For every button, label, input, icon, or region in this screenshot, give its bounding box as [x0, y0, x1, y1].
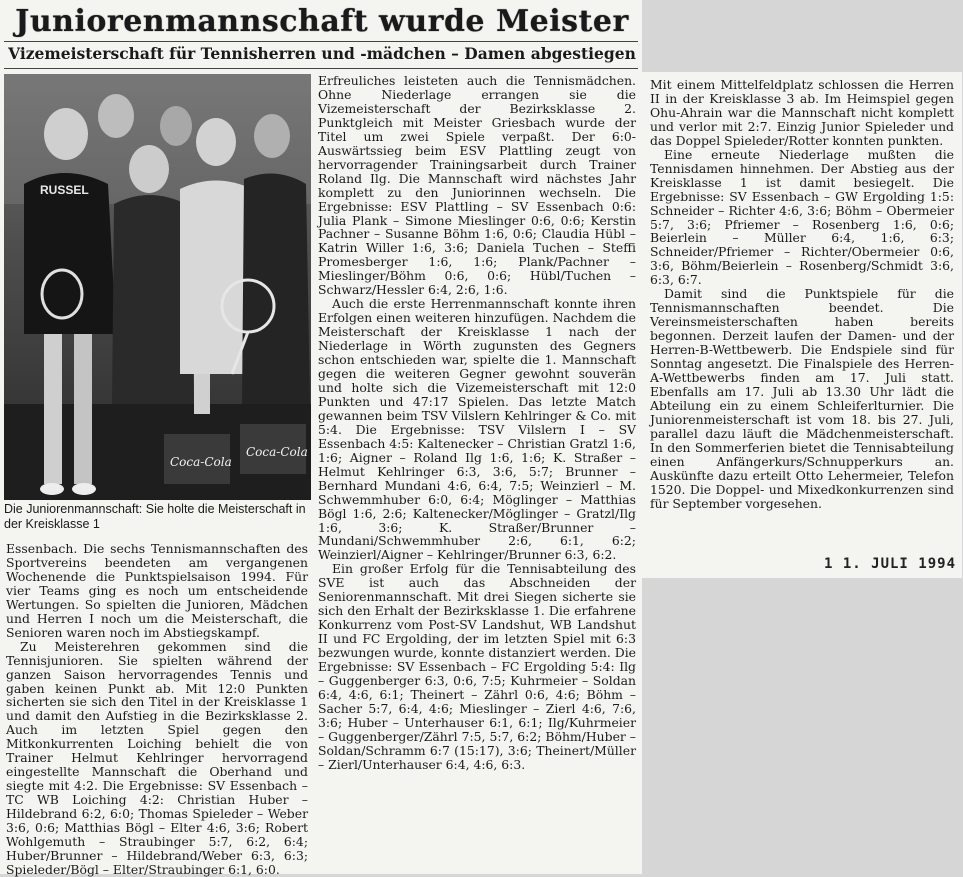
- paragraph: Zu Meisterehren gekommen sind die Tennisjunioren. Sie spielten während der ganzen Saison hervorragendes Tennis und gaben keinen Punkt ab. Mit 12:0 Punkten sicherten sie sich den Titel in der Kreisklasse 1 und damit den Aufstieg in die Bezirksklasse 2. Auch im letzten Spiel gegen den Mitkonkurrenten Loiching behielt die von Trainer Helmut Kehlringer hervorragend eingestellte Mannschaft die Oberhand und siegte mit 4:2. Die Ergebnisse: SV Essenbach – TC WB Loiching 4:2: Christian Huber – Hildebrand 6:2, 6:0; Thomas Spieleder – Weber 3:6, 0:6; Matthias Bögl – Elter 4:6, 3:6; Robert Wohlgemuth – Straubinger 5:7, 6:2, 6:4; Huber/Brunner – Hildebrand/Weber 6:3, 6:3; Spieleder/Bögl – Elter/Straubinger 6:1, 6:0.: [6, 638, 308, 877]
- paragraph: Mit einem Mittelfeldplatz schlossen die Herren II in der Kreisklasse 3 ab. Im Heimspiel gegen Ohu-Ahrain war die Mannschaft nicht komplett und verlor mit 2:7. Einzig Junior Spieleder und das Doppel Spieleder/Rotter konnten punkten.: [650, 77, 954, 148]
- article-column-1: [6, 542, 308, 877]
- shirt-text: RUSSEL: [40, 183, 89, 197]
- cola-sign-left: Coca-Cola: [170, 455, 232, 469]
- photo-caption: Die Juniorenmannschaft: Sie holte die Meisterschaft in der Kreisklasse 1: [4, 502, 306, 531]
- team-photo: [4, 74, 311, 500]
- paragraph: Auch die erste Herrenmannschaft konnte ihren Erfolgen einen weiteren hinzufügen. Nachdem die Meisterschaft der Kreisklasse 1 nach der Niederlage in Wörth zugunsten des Gegners schon entschieden war, spielte die 1. Mannschaft gegen die weiteren Gegner gewohnt souverän und holte sich die Vizemeisterschaft mit 12:0 Punkten und 47:17 Spielen. Das letzte Match gewannen beim TSV Vilslern Kehlringer & Co. mit 5:4. Die Ergebnisse: TSV Vilslern I – SV Essenbach 4:5: Kaltenecker – Christian Gratzl 1:6, 1:6; Aigner – Roland Ilg 1:6, 1:6; K. Straßer – Helmut Kehlringer 6:3, 3:6, 5:7; Brunner – Bernhard Mundani 4:6, 6:4, 7:5; Weinzierl – M. Schwemmhuber 6:0, 6:4; Möglinger – Matthias Bögl 1:6, 2:6; Kaltenecker/Möglinger – Gratzl/Ilg 1:6, 3:6; K. Straßer/Brunner – Mundani/Schwemmhuber 2:6, 6:1, 6:2; Weinzierl/Aigner – Kehlringer/Brunner 6:3, 6:2.: [318, 296, 636, 563]
- paragraph: Essenbach. Die sechs Tennismannschaften des Sportvereins beendeten am vergangenen Wochenende die Punktspielsaison 1994. Für vier Teams ging es noch um entscheidende Wertungen. So spielten die Junioren, Mädchen und Herren I noch um die Meisterschaft, die Senioren waren noch im Abstiegskampf.: [6, 541, 308, 640]
- subheadline-rule: [4, 68, 638, 69]
- date-stamp: 1 1. JULI 1994: [824, 556, 957, 572]
- article-column-2: [318, 74, 636, 772]
- paragraph: Eine erneute Niederlage mußten die Tennisdamen hinnehmen. Der Abstieg aus der Kreisklasse 1 ist damit besiegelt. Die Ergebnisse: SV Essenbach – GW Ergolding 1:5: Schneider – Richter 4:6, 3:6; Böhm – Obermeier 5:7, 3:6; Pfriemer – Rosenberg 1:6, 0:6; Beierlein – Müller 6:4, 1:6, 6:3; Schneider/Pfriemer – Richter/Obermeier 0:6, 3:6, Böhm/Beierlein – Rosenberg/Schmidt 3:6, 6:3, 6:7.: [650, 146, 954, 288]
- paragraph: Damit sind die Punktspiele für die Tennismannschaften beendet. Die Vereinsmeisterschaften haben bereits begonnen. Derzeit laufen der Damen- und der Herren-B-Wettbewerb. Die Endspiele sind für Sonntag angesetzt. Die Finalspiele des Herren-A-Wettbewerbs finden am 17. Juli statt. Ebenfalls am 17. Juli ab 13.30 Uhr lädt die Abteilung ein zu einem Schleiferlturnier. Die Juniorenmeisterschaft ist vom 18. bis 27. Juli, parallel dazu läuft die Mädchenmeisterschaft. In den Sommerferien bietet die Tennisabteilung einen Anfängerkurs/Schnupperkurs an. Auskünfte dazu erteilt Otto Lehermeier, Telefon 1520. Die Doppel- und Mixedkonkurrenzen sind für September vorgesehen.: [650, 286, 954, 511]
- paragraph: Erfreuliches leisteten auch die Tennismädchen. Ohne Niederlage errangen sie die Vizemeisterschaft der Bezirksklasse 2. Punktgleich mit Meister Griesbach wurde der Titel um zwei Spiele verpaßt. Der 6:0-Auswärtssieg beim ESV Plattling zeugt von hervorragender Trainingsarbeit durch Trainer Roland Ilg. Die Mannschaft wird nächstes Jahr komplett zu den Juniorinnen wechseln. Die Ergebnisse: ESV Plattling – SV Essenbach 0:6: Julia Plank – Simone Mieslinger 0:6, 0:6; Kerstin Pachner – Susanne Böhm 1:6, 0:6; Claudia Hübl – Katrin Willer 1:6, 3:6; Daniela Tuchen – Steffi Promesberger 1:6, 1:6; Plank/Pachner – Mieslinger/Böhm 0:6, 0:6; Hübl/Tuchen – Schwarz/Hessler 6:4, 2:6, 1:6.: [318, 73, 636, 298]
- cola-sign-right: Coca-Cola: [246, 445, 308, 459]
- article-column-3: [650, 78, 954, 511]
- headline: Juniorenmannschaft wurde Meister: [15, 4, 629, 39]
- team-photo-figures: [4, 74, 311, 500]
- headline-rule: [4, 41, 638, 42]
- subheadline: Vizemeisterschaft für Tennisherren und -mädchen – Damen abgestiegen: [8, 44, 636, 63]
- paragraph: Ein großer Erfolg für die Tennisabteilung des SVE ist auch das Abschneiden der Seniorenmannschaft. Mit drei Siegen sicherte sie sich den Erhalt der Bezirksklasse 1. Die erfahrene Konkurrenz vom Post-SV Landshut, WB Landshut II und FC Ergolding, der im letzten Spiel mit 6:3 bezwungen wurde, konnte distanziert werden. Die Ergebnisse: SV Essenbach – FC Ergolding 5:4: Ilg – Guggenberger 6:3, 0:6, 7:5; Kuhrmeier – Soldan 6:4, 4:6, 6:1; Theinert – Zährl 0:6, 4:6; Böhm – Sacher 5:7, 6:4, 4:6; Mieslinger – Zierl 4:6, 7:6, 3:6; Huber – Unterhauser 6:1, 6:1; Ilg/Kuhrmeier – Guggenberger/Zährl 7:5, 5:7, 6:2; Böhm/Huber – Soldan/Schramm 6:7 (15:17), 3:6; Theinert/Müller – Zierl/Unterhauser 6:4, 4:6, 6:3.: [318, 561, 636, 772]
